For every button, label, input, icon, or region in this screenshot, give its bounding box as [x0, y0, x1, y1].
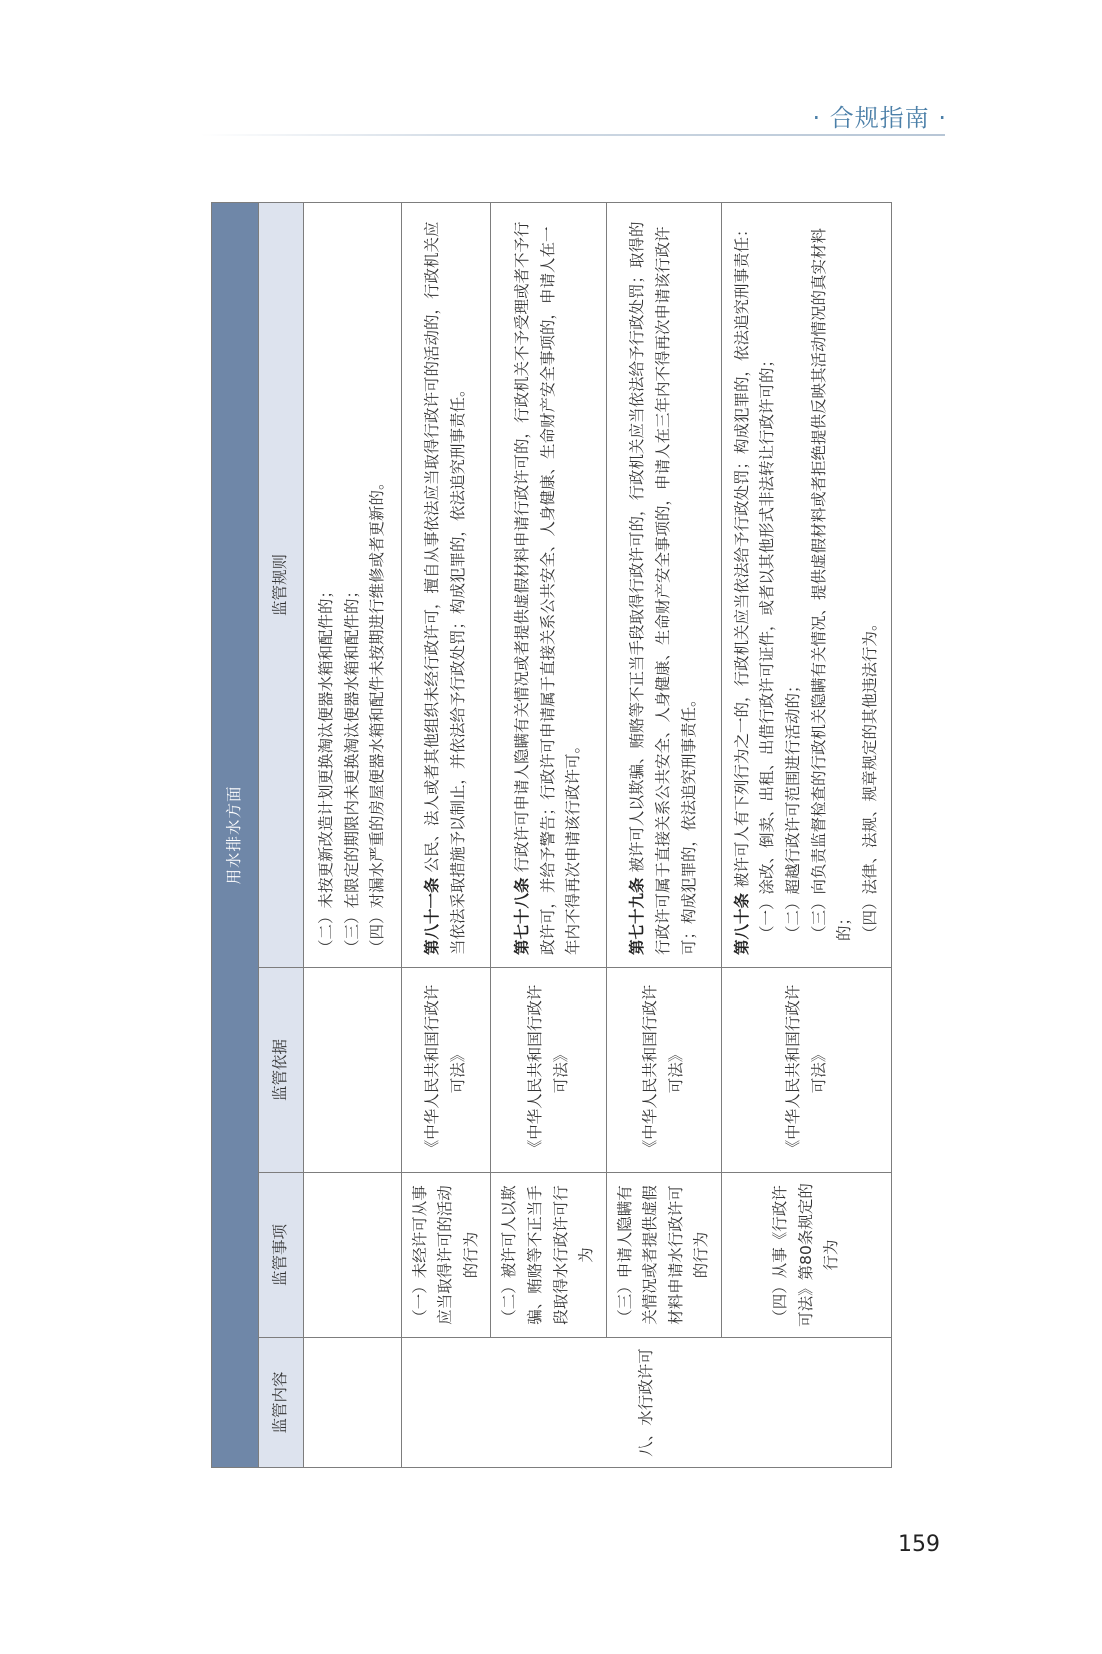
empty-cell — [304, 1173, 402, 1338]
column-header-item: 监管事项 — [259, 1173, 304, 1338]
sub-clause: （一）涂改、倒卖、出租、出借行政许可证件，或者以其他形式非法转让行政许可的； — [758, 351, 777, 941]
regulation-table-rotated — [211, 203, 943, 1468]
page-number: 159 — [898, 1532, 940, 1557]
sub-clause: （二）超越行政许可范围进行活动的； — [784, 677, 802, 941]
regulation-table — [211, 202, 892, 1468]
basis-cell: 《中华人民共和国行政许可法》 — [491, 968, 606, 1173]
article-text: 公民、法人或者其他组织未经行政许可，擅自从事依法应当取得行政许可的活动的，行政机关应当依法采取措施予以制止，并依法给予行政处罚；构成犯罪的，依法追究刑事责任。 — [423, 221, 468, 955]
empty-cell — [304, 968, 402, 1173]
table-row — [401, 202, 491, 1467]
item-cell: （四）从事《行政许可法》第80条规定的行为 — [721, 1173, 891, 1338]
section-title: · 合规指南 · — [812, 104, 947, 132]
item-cell: （二）被许可人以欺骗、贿赂等不正当手段取得水行政许可行为 — [491, 1173, 606, 1338]
article-text: 行政许可申请人隐瞒有关情况或者提供虚假材料申请行政许可的，行政机关不予受理或者不予行政许可，并给予警告；行政许可申请属于直接关系公共安全、人身健康、生命财产安全事项的，申请人在一年内不得再次申请该行政许可。 — [513, 221, 583, 955]
basis-cell: 《中华人民共和国行政许可法》 — [721, 968, 891, 1173]
article-text: 被许可人有下列行为之一的，行政机关应当依法给予行政处罚；构成犯罪的，依法追究刑事责任： — [732, 221, 751, 889]
sub-clause: （三）向负责监督检查的行政机关隐瞒有关情况、提供虚假材料或者拒绝提供反映其活动情况的真实材料的； — [809, 227, 854, 941]
column-header-basis: 监管依据 — [259, 968, 304, 1173]
rules-cell — [606, 202, 721, 967]
content-cell: 八、水行政许可 — [401, 1338, 892, 1468]
rules-cell — [401, 202, 491, 967]
item-cell: （一）未经许可从事应当取得许可的活动的行为 — [401, 1173, 491, 1338]
table-row — [491, 202, 606, 1467]
sub-clause: （四）法律、法规、规章规定的其他违法行为。 — [860, 615, 879, 941]
rules-cell — [304, 202, 402, 967]
empty-cell — [304, 1338, 402, 1468]
column-header-content: 监管内容 — [259, 1338, 304, 1468]
article-number: 第七十八条 — [513, 877, 532, 955]
table-row — [606, 202, 721, 1467]
article-number: 第七十九条 — [628, 877, 647, 955]
rules-cell — [721, 202, 891, 967]
rules-cell — [491, 202, 606, 967]
rule-line: （三）在限定的期限内未更换淘汰便器水箱和配件的； — [342, 582, 361, 955]
basis-cell: 《中华人民共和国行政许可法》 — [606, 968, 721, 1173]
table-band-title: 用水排水方面 — [212, 202, 259, 1467]
header-divider — [200, 134, 945, 136]
rule-line: （二）未按更新改造计划更换淘汰便器水箱和配件的； — [317, 582, 335, 955]
column-header-rules: 监管规则 — [259, 202, 304, 967]
basis-cell: 《中华人民共和国行政许可法》 — [401, 968, 491, 1173]
item-cell: （三）申请人隐瞒有关情况或者提供虚假材料申请水行政许可的行为 — [606, 1173, 721, 1338]
table-row — [304, 202, 402, 1467]
article-text: 被许可人以欺骗、贿赂等不正当手段取得行政许可的，行政机关应当依法给予行政处罚；取得的行政许可属于直接关系公共安全、人身健康、生命财产安全事项的，申请人在三年内不得再次申请该行政许可；构成犯罪的，依法追究刑事责任。 — [628, 221, 698, 955]
article-number: 第八十一条 — [423, 877, 442, 955]
rule-line: （四）对漏水严重的房屋便器水箱和配件未按期进行维修或者更新的。 — [368, 474, 387, 955]
page-header — [0, 0, 1102, 160]
table-row — [721, 202, 891, 1467]
article-number: 第八十条 — [732, 892, 751, 955]
